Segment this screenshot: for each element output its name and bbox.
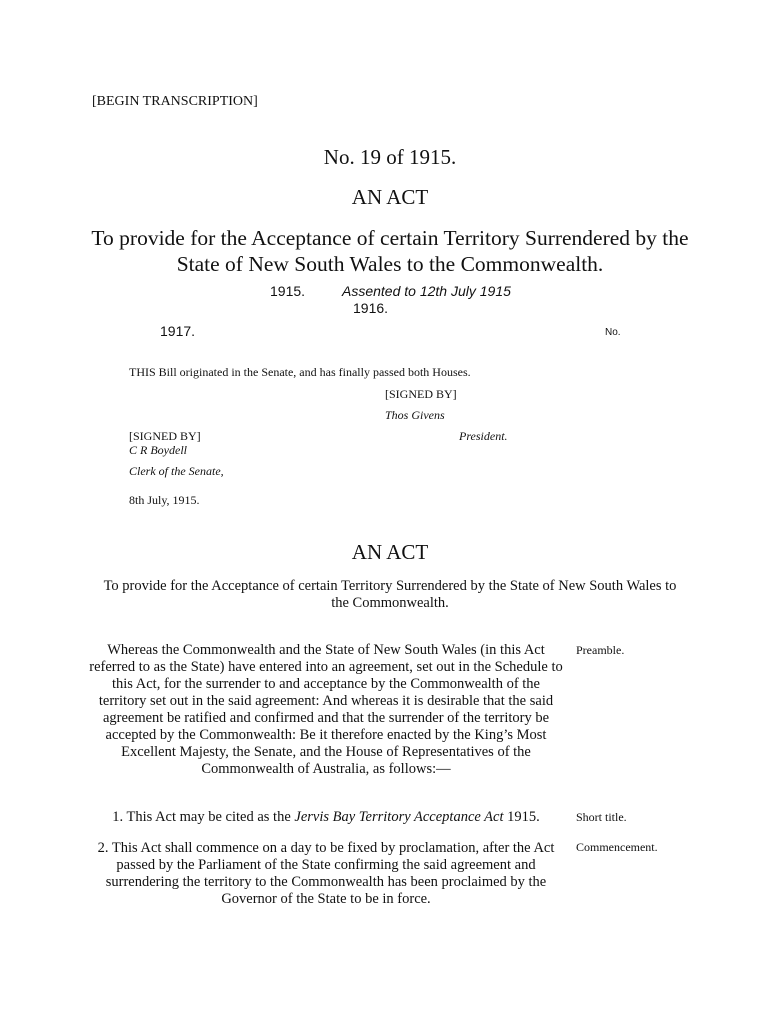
long-title: To provide for the Acceptance of certain Territory Surrendered by the State of New South Wales to the Commonwealth.: [91, 226, 689, 276]
act-heading-second: AN ACT: [351, 540, 429, 564]
short-title-name: Jervis Bay Territory Acceptance Act: [294, 809, 504, 825]
section-1: [88, 809, 564, 826]
bill-origin-note: THIS Bill originated in the Senate, and has finally passed both Houses.: [129, 365, 471, 379]
act-heading: AN ACT: [351, 185, 429, 209]
number-label: No.: [605, 327, 621, 338]
section-1-text: 1. This Act may be cited as the: [112, 809, 295, 825]
clerk-signature-name: C R Boydell: [129, 443, 187, 457]
assent-date: Assented to 12th July 1915: [342, 283, 511, 299]
begin-transcription-marker: [BEGIN TRANSCRIPTION]: [92, 94, 258, 109]
year-1917: 1917.: [160, 323, 196, 339]
president-signature-name: Thos Givens: [385, 408, 445, 422]
year-1916: 1916.: [353, 300, 389, 316]
long-title-second: To provide for the Acceptance of certain Territory Surrendered by the State of New South Wales to the Commonwealth.: [103, 578, 677, 611]
passage-date: 8th July, 1915.: [129, 493, 200, 507]
commencement-margin-note: Commencement.: [576, 840, 658, 854]
year-1915: 1915.: [270, 283, 306, 299]
section-1-year: 1915.: [503, 809, 540, 825]
act-number: No. 19 of 1915.: [323, 145, 457, 169]
signed-by-president-label: [SIGNED BY]: [385, 387, 457, 401]
section-2-text: 2. This Act shall commence on a day to be fixed by proclamation, after the Act passed by the Parliament of the State confirming the said agreement and surrendering the territory to the Commonwealth has been proclaimed by the Governor of the State to be in force.: [97, 840, 555, 907]
short-title-margin-note: Short title.: [576, 810, 627, 824]
clerk-title: Clerk of the Senate,: [129, 464, 224, 478]
preamble-text: Whereas the Commonwealth and the State of New South Wales (in this Act referred to as the State) have entered into an agreement, set out in the Schedule to this Act, for the surrender to and acceptance by the Commonwealth of the territory set out in the said agreement: And whereas it is desirable that the said agreement be ratified and confirmed and that the surrender of the territory be accepted by the Commonwealth: Be it therefore enacted by the King’s Most Excellent Majesty, the Senate, and the House of Representatives of the Commonwealth of Australia, as follows:—: [89, 642, 563, 777]
president-title: President.: [459, 429, 508, 443]
preamble-margin-note: Preamble.: [576, 643, 625, 657]
signed-by-clerk-label: [SIGNED BY]: [129, 429, 201, 443]
